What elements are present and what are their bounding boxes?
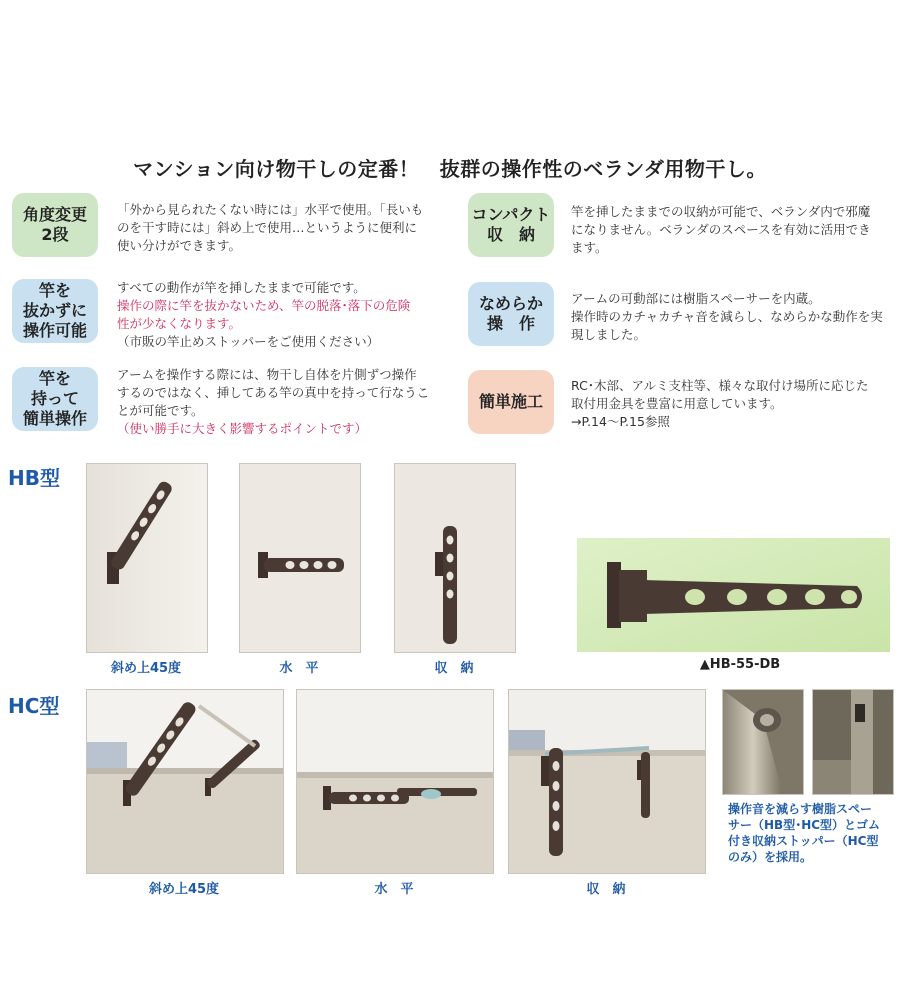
hb-section-label: HB型: [8, 466, 60, 490]
hc-caption-angled: 斜め上45度: [148, 882, 220, 897]
feature-badge-easy-operation: 竿を 持って 簡単操作: [12, 367, 98, 431]
feature-badge-install: 簡単施工: [468, 370, 554, 434]
hc-caption-horizontal: 水 平: [374, 882, 414, 897]
hb-product-photo: [577, 538, 890, 652]
page-headline: マンション向け物干しの定番！ 抜群の操作性のベランダ用物干し。: [133, 157, 767, 181]
feature-desc-compact: 竿を挿したままでの収納が可能で、ベランダ内で邪魔 になりません。ベランダのスペースを有効に活用でき ます。: [571, 204, 871, 255]
hb-photo-horizontal: [239, 463, 361, 653]
hc-photo-storage: [508, 689, 706, 874]
hc-photo-horizontal: [296, 689, 494, 874]
hb-photo-storage: [394, 463, 516, 653]
feature-badge-angle: 角度変更 2段: [12, 193, 98, 257]
hb-photo-angled: [86, 463, 208, 653]
feature-desc-no-removal: すべての動作が竿を挿したままで可能です。 操作の際に竿を抜かないため、竿の脱落･落下の危険 性が少なくなります。 （市販の竿止めストッパーをご使用ください）: [117, 280, 411, 349]
hc-detail-photo-stopper: [812, 689, 894, 795]
feature-desc-easy-operation: アームを操作する際には、物干し自体を片側ずつ操作 するのではなく、挿してある竿の真中を持って行なうこ とが可能です。 （使い勝手に大きく影響するポイントです）: [117, 367, 430, 436]
hb-caption-horizontal: 水 平: [279, 661, 319, 676]
feature-badge-smooth: なめらか 操 作: [468, 282, 554, 346]
hc-section-label: HC型: [8, 694, 60, 718]
hb-model-label: ▲HB-55-DB: [699, 657, 781, 672]
hb-caption-angled: 斜め上45度: [110, 661, 182, 676]
feature-badge-no-removal: 竿を 抜かずに 操作可能: [12, 279, 98, 343]
feature-desc-install: RC･木部、アルミ支柱等、様々な取付け場所に応じた 取付用金具を豊富に用意しています。 →P.14～P.15参照: [571, 378, 869, 429]
feature-desc-smooth: アームの可動部には樹脂スペーサーを内蔵。 操作時のカチャカチャ音を減らし、なめらかな動作を実 現しました。: [571, 291, 883, 342]
hc-detail-photo-spacer: [722, 689, 804, 795]
hc-caption-storage: 収 納: [586, 882, 626, 897]
hb-caption-storage: 収 納: [434, 661, 474, 676]
hc-photo-angled: [86, 689, 284, 874]
feature-badge-compact: コンパクト 収 納: [468, 193, 554, 257]
feature-desc-angle: 「外から見られたくない時には」水平で使用。「長いも のを干す時には」斜め上で使用…というように便利に 使い分けができます。: [117, 202, 424, 253]
hc-spacer-note: 操作音を減らす樹脂スペー サー（HB型･HC型）とゴム 付き収納ストッパー（HC型 のみ）を採用。: [728, 802, 881, 864]
